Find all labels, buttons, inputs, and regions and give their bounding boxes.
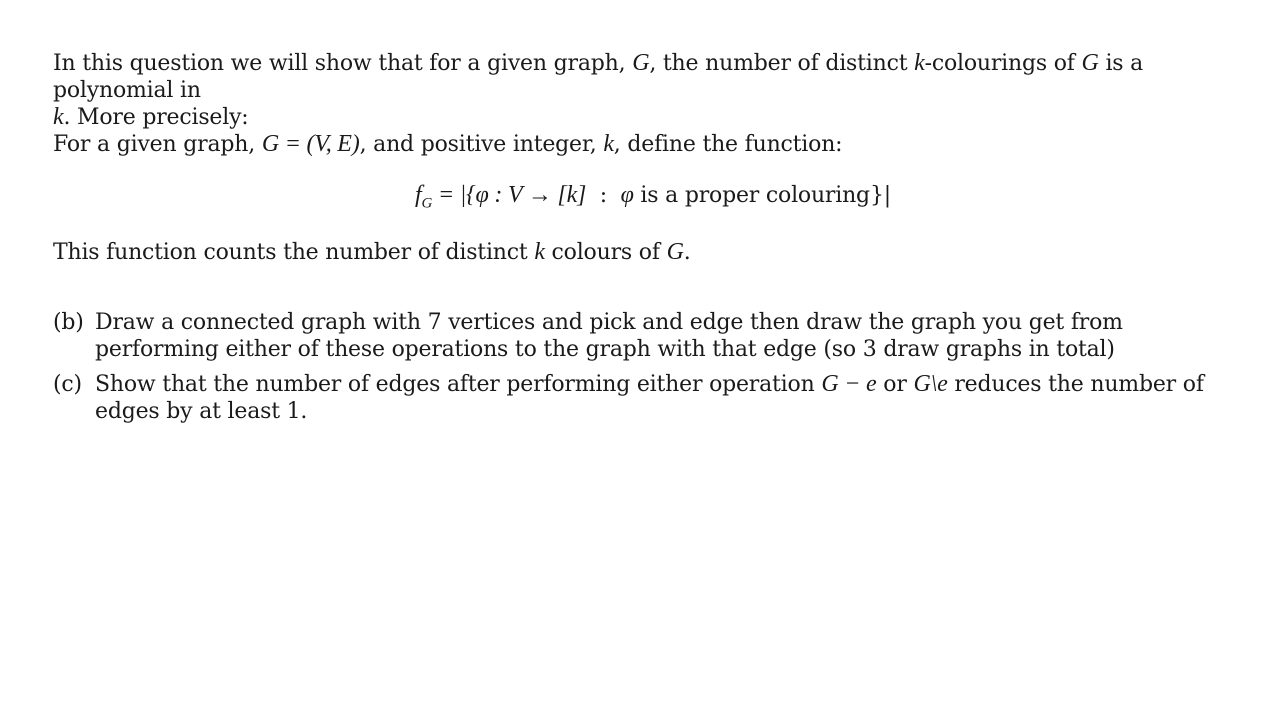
summary-text: . (683, 240, 691, 266)
math-G: G (666, 239, 684, 266)
math-G: G (632, 50, 650, 76)
item-text-part: or (876, 372, 914, 398)
math-k: k (53, 104, 64, 130)
intro-text: . More precisely: (63, 105, 249, 130)
summary-paragraph (53, 239, 1213, 266)
intro-paragraph (53, 50, 1213, 158)
equation-set: = |{φ : V → [k] (432, 182, 587, 208)
list-item (53, 309, 1213, 363)
question-list (53, 309, 1213, 425)
item-text-part: reduces the number of edges by at least 1. (95, 372, 1204, 425)
equation-phi: φ (620, 182, 634, 208)
intro-text: is a polynomial in (53, 51, 1144, 103)
item-text-part: Show that the number of edges after performing either operation (95, 372, 822, 398)
intro-text: , define the function: (613, 132, 843, 157)
equation-colon: : (586, 183, 621, 208)
list-item (53, 371, 1213, 425)
item-text: Draw a connected graph with 7 vertices and pick and edge then draw the graph you get from performing either of these operations to the graph with that edge (so 3 draw graphs in total) (95, 310, 1123, 363)
intro-text: For a given graph, (53, 132, 262, 157)
equation-lhs-subscript: G (421, 195, 433, 212)
equation-text: is a proper colouring}| (633, 183, 891, 208)
math-deletion: G − e (821, 371, 877, 398)
math-G: G (1081, 50, 1099, 76)
intro-text: In this question we will show that for a given graph, (53, 51, 633, 76)
math-k: k (534, 239, 545, 266)
summary-text: This function counts the number of distinct (53, 240, 535, 266)
item-label: (b) (53, 310, 84, 336)
math-contraction: G\e (913, 371, 948, 398)
math-graph-definition: G = (V, E) (261, 131, 360, 157)
document-page (53, 50, 1213, 433)
summary-text: colours of (544, 240, 667, 266)
item-label: (c) (53, 372, 82, 398)
equation-lhs: f (415, 182, 422, 208)
intro-text: -colourings of (924, 51, 1082, 76)
display-equation (93, 182, 1213, 217)
math-k: k (603, 131, 614, 157)
intro-text: , the number of distinct (649, 51, 915, 76)
math-k: k (914, 50, 925, 76)
intro-text: , and positive integer, (359, 132, 604, 157)
item-text (95, 371, 1213, 425)
